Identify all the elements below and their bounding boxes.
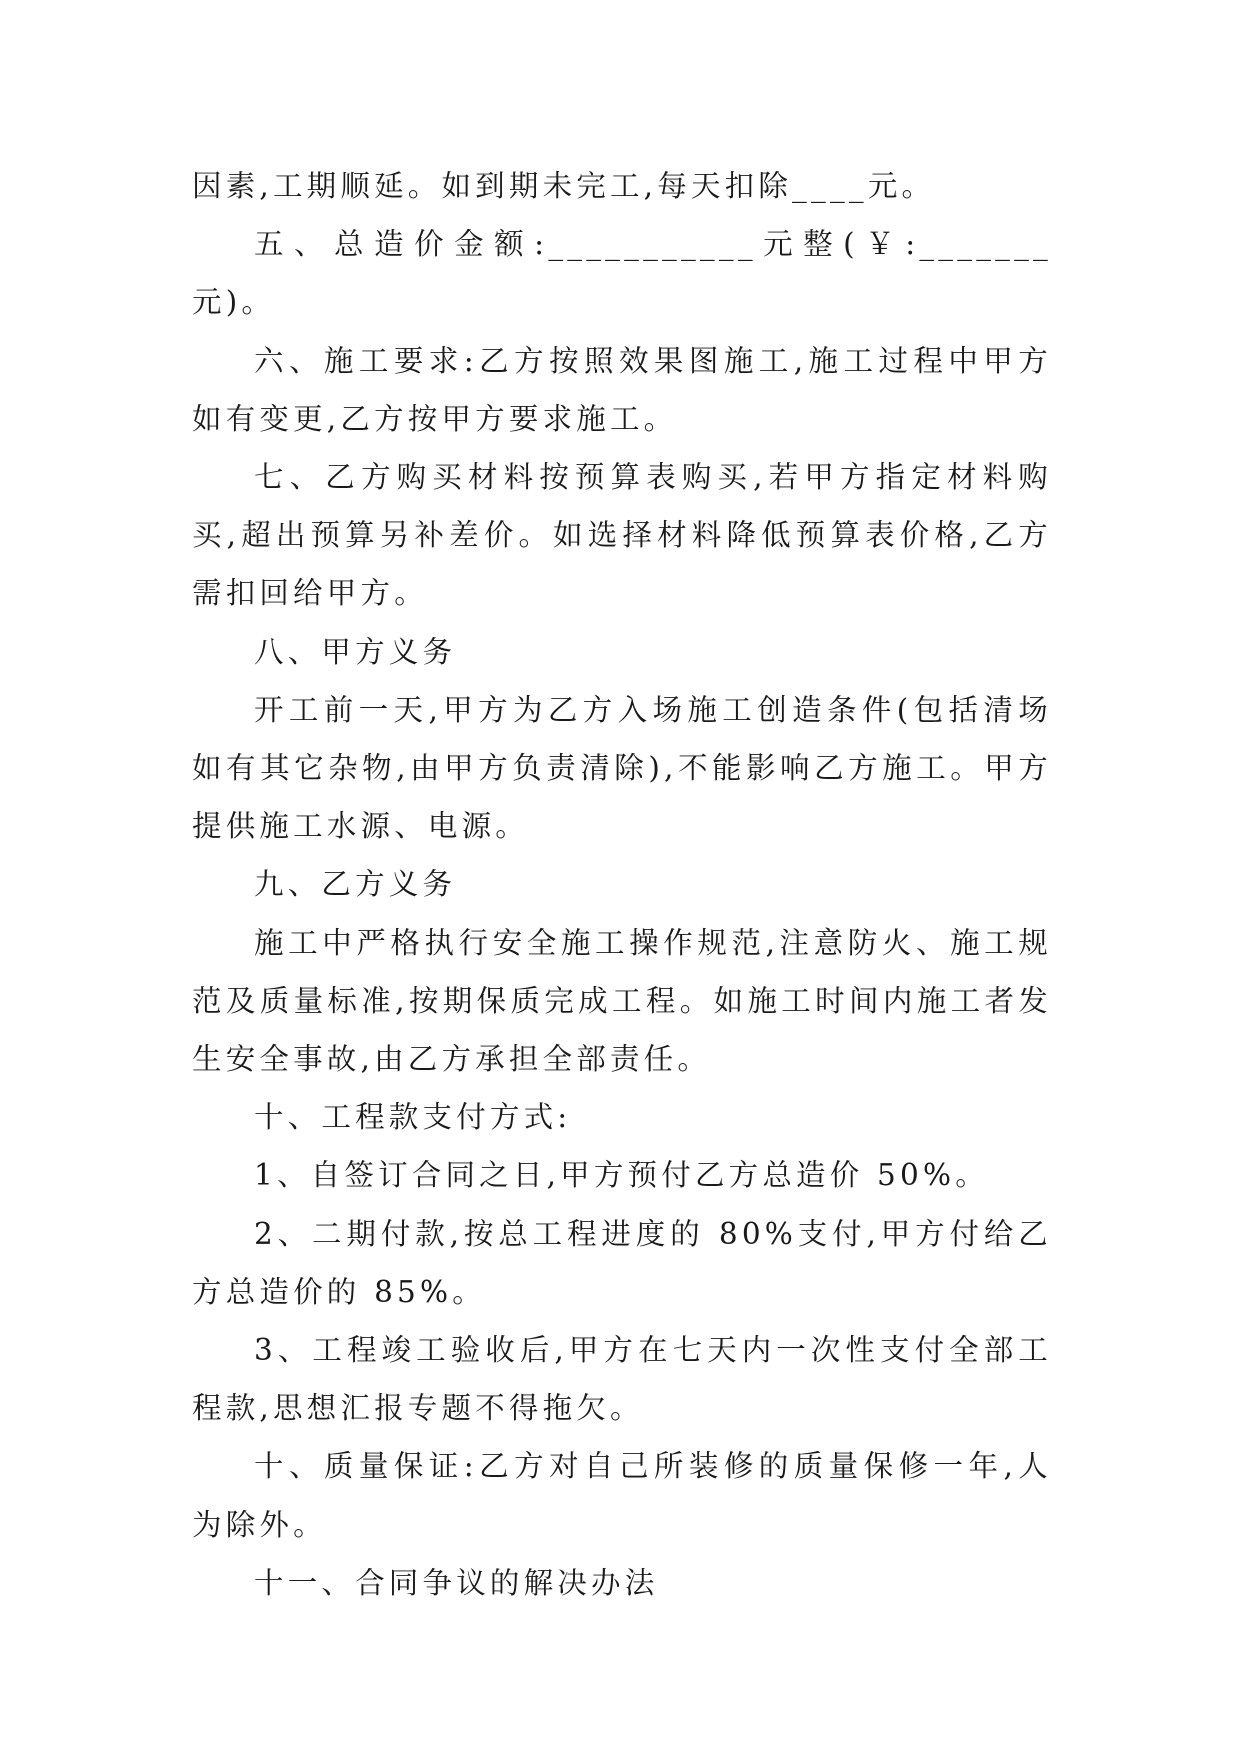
paragraph-construction-requirements: 六、施工要求:乙方按照效果图施工,施工过程中甲方如有变更,乙方按甲方要求施工。 xyxy=(192,343,1052,436)
heading-payment-method: 十、工程款支付方式: xyxy=(254,1100,572,1135)
heading-party-b-obligations: 九、乙方义务 xyxy=(254,867,457,902)
paragraph-total-cost: 五、总造价金额:___________元整(￥:_______元)。 xyxy=(192,227,1052,320)
paragraph-delay-penalty: 因素,工期顺延。如到期未完工,每天扣除____元。 xyxy=(192,169,936,203)
heading-dispute-resolution: 十一、合同争议的解决办法 xyxy=(254,1565,659,1600)
document-body xyxy=(192,157,1052,1612)
heading-party-a-obligations: 八、甲方义务 xyxy=(254,634,457,669)
paragraph-payment-1: 1、自签订合同之日,甲方预付乙方总造价 50%。 xyxy=(254,1158,989,1193)
paragraph-party-a-obligations: 开工前一天,甲方为乙方入场施工创造条件(包括清场如有其它杂物,由甲方负责清除),不能影响乙方施工。甲方提供施工水源、电源。 xyxy=(192,692,1052,844)
paragraph-party-b-obligations: 施工中严格执行安全施工操作规范,注意防火、施工规范及质量标准,按期保质完成工程。如施工时间内施工者发生安全事故,由乙方承担全部责任。 xyxy=(192,925,1052,1077)
paragraph-quality-guarantee: 十、质量保证:乙方对自己所装修的质量保修一年,人为除外。 xyxy=(192,1449,1052,1542)
paragraph-payment-2: 2、二期付款,按总工程进度的 80%支付,甲方付给乙方总造价的 85%。 xyxy=(192,1216,1052,1309)
paragraph-payment-3: 3、工程竣工验收后,甲方在七天内一次性支付全部工程款,思想汇报专题不得拖欠。 xyxy=(192,1333,1052,1426)
paragraph-materials: 七、乙方购买材料按预算表购买,若甲方指定材料购买,超出预算另补差价。如选择材料降低预算表价格,乙方需扣回给甲方。 xyxy=(192,460,1052,611)
